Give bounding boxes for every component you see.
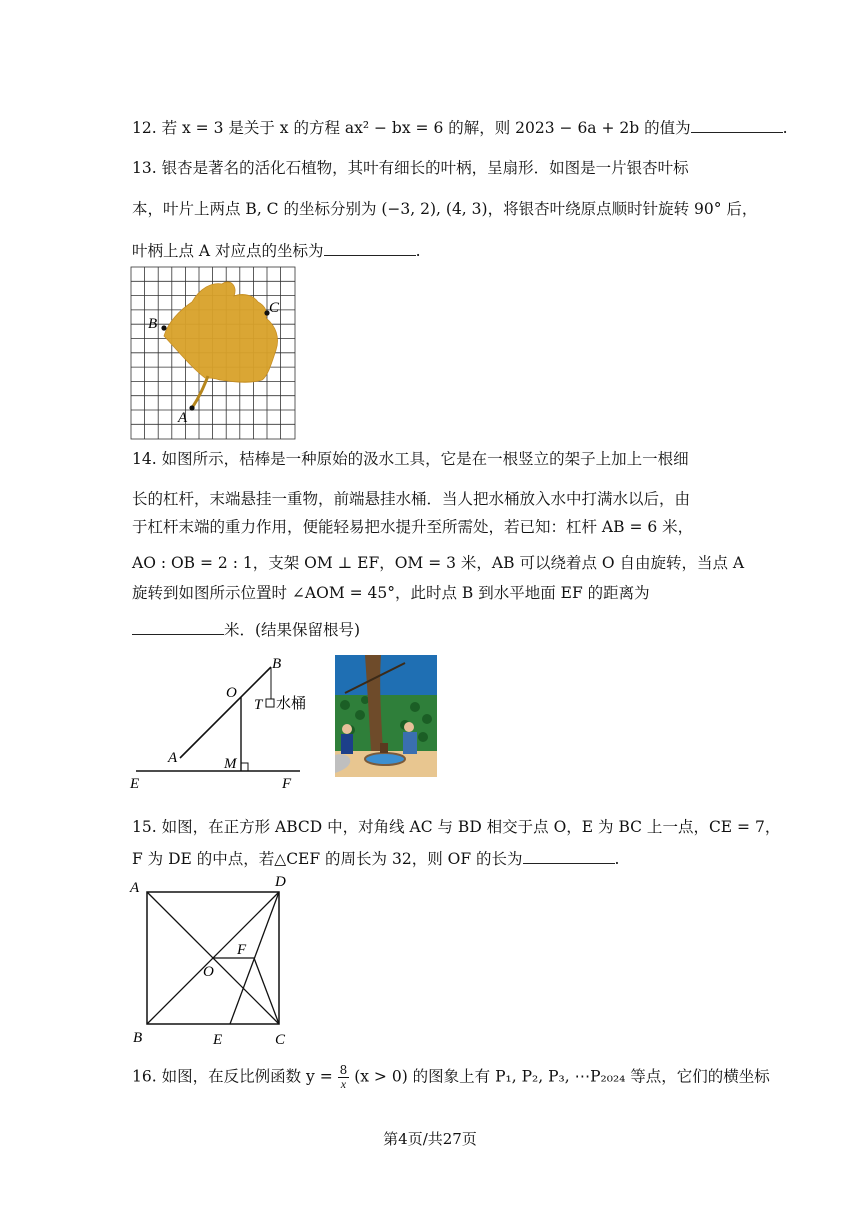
q13-line3: 叶柄上点 A 对应点的坐标为 . — [132, 239, 421, 261]
label-b: B — [272, 656, 282, 672]
point-b — [161, 325, 166, 330]
point-a — [189, 405, 194, 410]
label-b: B — [133, 1030, 143, 1046]
square-diagram — [125, 870, 300, 1052]
label-f: F — [237, 942, 247, 958]
lever-diagram — [128, 650, 328, 795]
label-d: D — [275, 874, 286, 890]
q15-answer-blank[interactable] — [523, 847, 615, 864]
q14-text: 米．(结果保留根号) — [224, 621, 361, 639]
label-c: C — [275, 1032, 286, 1048]
label-f: F — [282, 776, 292, 792]
fraction-denominator: x — [340, 1077, 347, 1091]
label-e: E — [213, 1032, 223, 1048]
q12-line1: 12. 若 x = 3 是关于 x 的方程 ax² − bx = 6 的解，则 2023 − 6a + 2b 的值为 . — [132, 116, 788, 138]
q14-line5: 旋转到如图所示位置时 ∠AOM = 45°，此时点 B 到水平地面 EF 的距离为 — [132, 584, 650, 602]
q15-line2: F 为 DE 的中点，若△CEF 的周长为 32，则 OF 的长为 . — [132, 847, 619, 869]
label-o: O — [203, 964, 214, 980]
fraction — [338, 1064, 350, 1091]
q13-line1: 13. 银杏是著名的活化石植物，其叶有细长的叶柄，呈扇形．如图是一片银杏叶标 — [132, 159, 689, 177]
page-footer: 第4页/共27页 — [383, 1130, 477, 1148]
label-e: E — [130, 776, 140, 792]
segment-fc — [254, 958, 279, 1024]
fraction-numerator: 8 — [339, 1063, 348, 1077]
right-angle-mark — [241, 763, 248, 771]
ginkgo-petiole — [192, 376, 208, 408]
q12-answer-blank[interactable] — [691, 116, 783, 133]
q13-answer-blank[interactable] — [324, 239, 416, 256]
q16-prefix: 16. 如图，在反比例函数 y = — [132, 1067, 333, 1086]
q14-line2: 长的杠杆，末端悬挂一重物，前端悬挂水桶．当人把水桶放入水中打满水以后，由 — [132, 490, 691, 508]
label-a: A — [168, 750, 178, 766]
q15-text: F 为 DE 的中点，若△CEF 的周长为 32，则 OF 的长为 — [132, 850, 523, 868]
label-o: O — [226, 685, 237, 701]
q16-line1 — [132, 1064, 770, 1091]
q14-line1: 14. 如图所示，桔棒是一种原始的汲水工具，它是在一根竖立的架子上加上一根细 — [132, 450, 689, 468]
q14-answer-blank[interactable] — [132, 618, 224, 635]
q14-line4: AO : OB = 2 : 1，支架 OM ⊥ EF，OM = 3 米，AB 可以绕着点 O 自由旋转，当点 A — [132, 554, 745, 572]
label-bucket: 水桶 — [276, 696, 307, 712]
label-b: B — [148, 316, 158, 332]
label-c: C — [269, 300, 280, 316]
well-sweep-illustration — [335, 655, 437, 777]
label-t: T — [254, 697, 263, 713]
q15-line1: 15. 如图，在正方形 ABCD 中，对角线 AC 与 BD 相交于点 O，E 为 BC 上一点，CE = 7， — [132, 818, 781, 836]
q13-line2: 本，叶片上两点 B, C 的坐标分别为 (−3, 2), (4, 3)，将银杏叶绕原点顺时针旋转 90° 后， — [132, 200, 758, 218]
q14-line6 — [132, 618, 360, 640]
label-m: M — [224, 756, 237, 772]
q12-text: 12. 若 x = 3 是关于 x 的方程 ax² − bx = 6 的解，则 2023 − 6a + 2b 的值为 — [132, 119, 691, 137]
bucket-icon — [266, 699, 274, 707]
label-a: A — [130, 880, 140, 896]
label-a: A — [178, 410, 188, 426]
ginkgo-grid-figure — [130, 266, 296, 440]
q13-text: 叶柄上点 A 对应点的坐标为 — [132, 242, 324, 260]
q14-line3: 于杠杆末端的重力作用，便能轻易把水提升至所需处，若已知：杠杆 AB = 6 米， — [132, 518, 694, 536]
q16-suffix: (x > 0) 的图象上有 P₁, P₂, P₃, ⋯P₂₀₂₄ 等点，它们的横坐标 — [354, 1067, 770, 1086]
